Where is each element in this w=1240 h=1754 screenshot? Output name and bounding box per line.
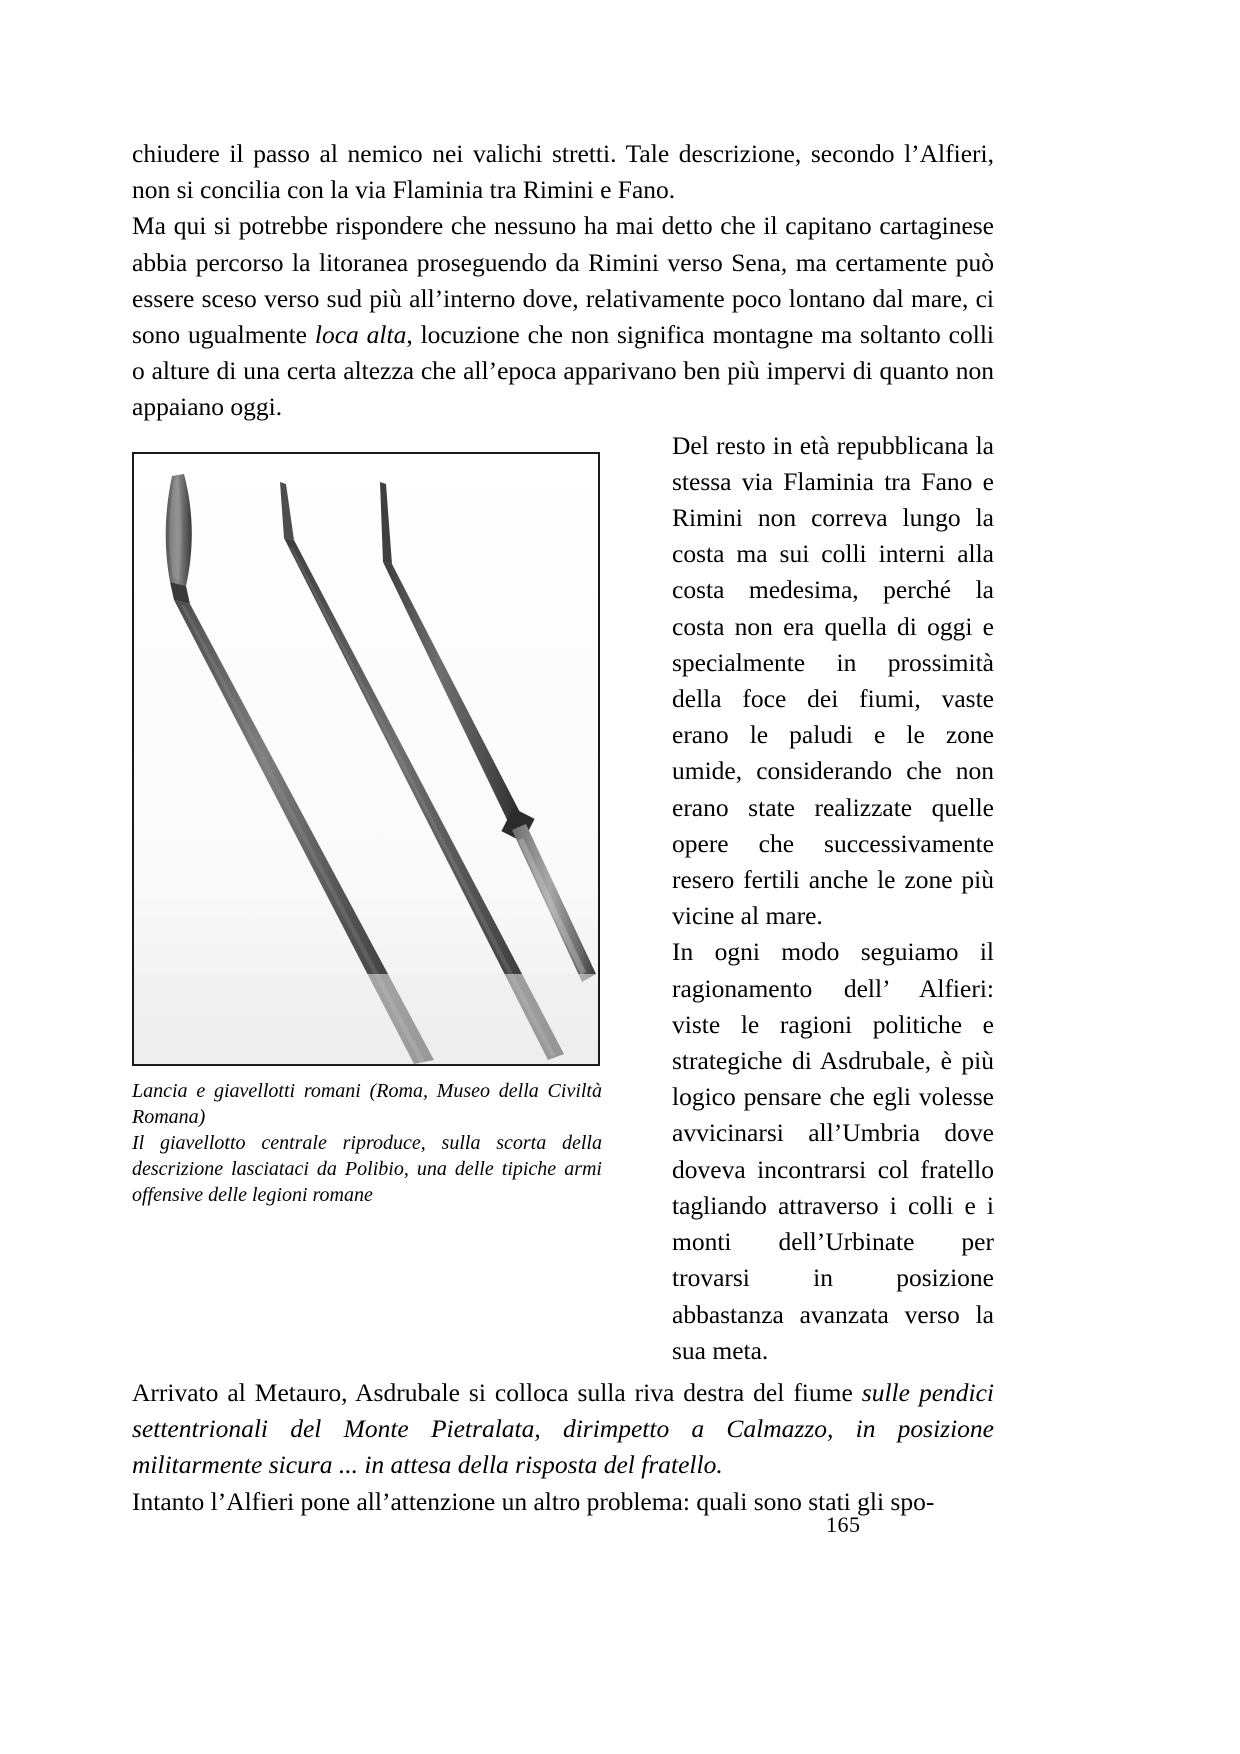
latin-term-loca-alta: loca alta [314, 320, 407, 350]
right-text-column [672, 428, 994, 1369]
roman-spear-and-javelins-photograph [134, 454, 598, 1064]
figure-caption-title: Lancia e giavellotti romani (Roma, Museo della Civiltà Romana) [132, 1079, 602, 1128]
quoted-passage-pietralata: sulle pendici settentrionali del Monte Pietralata, dirimpetto a Calmazzo, in posizione militarmente sicura ... in attesa della risposta del fratello. [132, 1377, 995, 1480]
page-number: 165 [826, 1512, 861, 1537]
paragraph-argument-part2: , locuzione che non significa montagne ma soltanto colli o alture di una certa altezza che all’epoca apparivano ben più impervi di quanto non appaiano oggi. [132, 320, 994, 422]
figure-caption-body: Il giavellotto centrale riproduce, sulla scorta della descrizione lasciataci da Polibio, una delle tipiche armi offensive delle legioni romane [132, 1131, 602, 1206]
page-content [132, 136, 994, 1520]
weapons-illustration [134, 454, 598, 1064]
paragraph-intro [132, 136, 994, 208]
paragraph-alfieri-problem-text: Intanto l’Alfieri pone all’attenzione un altro problema: quali sono stati gli spo- [132, 1486, 935, 1516]
bottom-text-block [132, 1369, 994, 1520]
paragraph-metauro [132, 1375, 994, 1484]
right-column-paragraph-1: Del resto in età repubblicana la stessa via Flaminia tra Fano e Rimini non correva lungo la costa ma sui colli interni alla costa medesima, perché la costa non era quella di oggi e specialmente in prossimità della foce dei fiumi, vaste erano le paludi e le zone umide, considerando che non erano state realizzate quelle opere che successivamente resero fertili anche le zone più vicine al mare. [672, 430, 994, 931]
paragraph-argument [132, 208, 994, 425]
page-footer [0, 1500, 1240, 1754]
figure-frame [132, 452, 600, 1066]
paragraph-metauro-part1: Arrivato al Metauro, Asdrubale si colloca sulla riva destra del fiume [132, 1377, 862, 1407]
paragraph-intro-text: chiudere il passo al nemico nei valichi stretti. Tale descrizione, secondo l’Alfieri, non si concilia con la via Flaminia tra Rimini e Fano. [132, 139, 994, 205]
figure-block [132, 452, 600, 1208]
figure-caption [132, 1078, 602, 1208]
paragraph-argument-part1: Ma qui si potrebbe rispondere che nessuno ha mai detto che il capitano cartaginese abbia percorso la litoranea proseguendo da Rimini verso Sena, ma certamente può essere sceso verso sud più all’interno dove, relativamente poco lontano dal mare, ci sono ugualmente [132, 211, 994, 350]
right-column-paragraph-2: In ogni modo seguiamo il ragionamento dell’ Alfieri: viste le ragioni politiche e strategiche di Asdrubale, è più logico pensare che egli volesse avvicinarsi all’Umbria dove doveva incontrarsi col fratello tagliando attraverso i colli e i monti dell’Urbinate per trovarsi in posizione abbastanza avanzata verso la sua meta. [672, 937, 994, 1365]
